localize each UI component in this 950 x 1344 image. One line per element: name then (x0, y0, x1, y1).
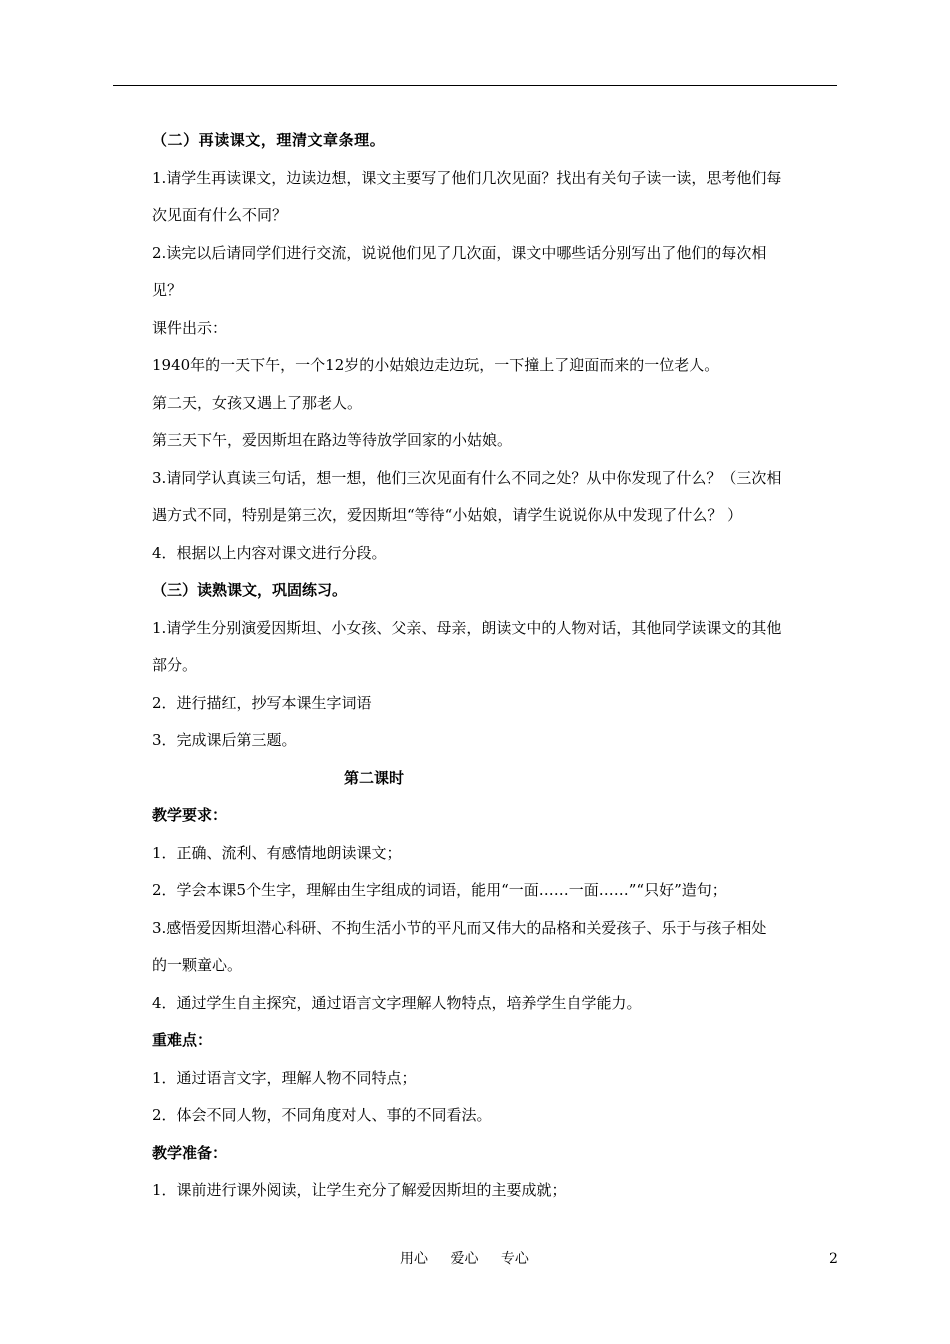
paragraph-line: 1．课前进行课外阅读，让学生充分了解爱因斯坦的主要成就； (152, 1181, 567, 1199)
paragraph-line: 见？ (152, 281, 183, 299)
paragraph-line: 1．通过语言文字，理解人物不同特点； (152, 1068, 417, 1087)
paragraph-line: 3．完成课后第三题。 (152, 731, 297, 749)
page-number: 2 (829, 1251, 838, 1267)
paragraph-line: 1．正确、流利、有感情地朗读课文； (152, 843, 402, 862)
header-rule (113, 85, 837, 86)
paragraph-line: 1940年的一天下午，一个12岁的小姑娘边走边玩，一下撞上了迎面而来的一位老人。 (152, 356, 720, 374)
paragraph-line: 次见面有什么不同？ (152, 206, 288, 224)
page-footer (0, 1249, 950, 1269)
paragraph-line: 课件出示： (152, 318, 228, 337)
paragraph-line: 第二天，女孩又遇上了那老人。 (152, 393, 363, 412)
section-heading-practice: （三）读熟课文，巩固练习。 (152, 581, 348, 599)
footer-motto-word: 爱心 (450, 1251, 479, 1267)
paragraph-line: 第三天下午，爱因斯坦在路边等待放学回家的小姑娘。 (152, 431, 513, 449)
paragraph-line: 部分。 (152, 656, 198, 674)
section-heading-requirements: 教学要求： (152, 806, 228, 824)
section-heading-reread: （二）再读课文，理清文章条理。 (152, 131, 386, 149)
paragraph-line: 4．根据以上内容对课文进行分段。 (152, 543, 387, 562)
paragraph-line: 的一颗童心。 (152, 956, 243, 974)
document-body (152, 122, 840, 1210)
paragraph-line: 2．进行描红，抄写本课生字词语 (152, 693, 372, 712)
paragraph-line: 1.请学生分别演爱因斯坦、小女孩、父亲、母亲，朗读文中的人物对话，其他同学读课文的其他 (152, 618, 782, 637)
paragraph-line: 2．体会不同人物，不同角度对人、事的不同看法。 (152, 1106, 492, 1124)
lesson-title: 第二课时 (344, 768, 405, 787)
paragraph-line: 2．学会本课5个生字，理解由生字组成的词语，能用“一面……一面……”“只好”造句； (152, 881, 727, 899)
paragraph-line: 1.请学生再读课文，边读边想，课文主要写了他们几次见面？找出有关句子读一读，思考他们每 (152, 168, 782, 187)
footer-motto-word: 用心 (400, 1251, 428, 1267)
section-heading-preparation: 教学准备： (152, 1143, 228, 1162)
paragraph-line: 3.请同学认真读三句话，想一想，他们三次见面有什么不同之处？从中你发现了什么？（三次相 (152, 468, 782, 487)
paragraph-line: 4．通过学生自主探究，通过语言文字理解人物特点，培养学生自学能力。 (152, 993, 642, 1012)
paragraph-line: 2.读完以后请同学们进行交流，说说他们见了几次面，课文中哪些话分别写出了他们的每次相 (152, 243, 767, 262)
paragraph-line: 遇方式不同，特别是第三次，爱因斯坦“等待“小姑娘，请学生说说你从中发现了什么？ ） (152, 506, 743, 524)
footer-motto (400, 1249, 547, 1269)
paragraph-line: 3.感悟爱因斯坦潜心科研、不拘生活小节的平凡而又伟大的品格和关爱孩子、乐于与孩子相处 (152, 918, 767, 937)
section-heading-key-points: 重难点： (152, 1031, 213, 1049)
footer-motto-word: 专心 (500, 1251, 529, 1267)
